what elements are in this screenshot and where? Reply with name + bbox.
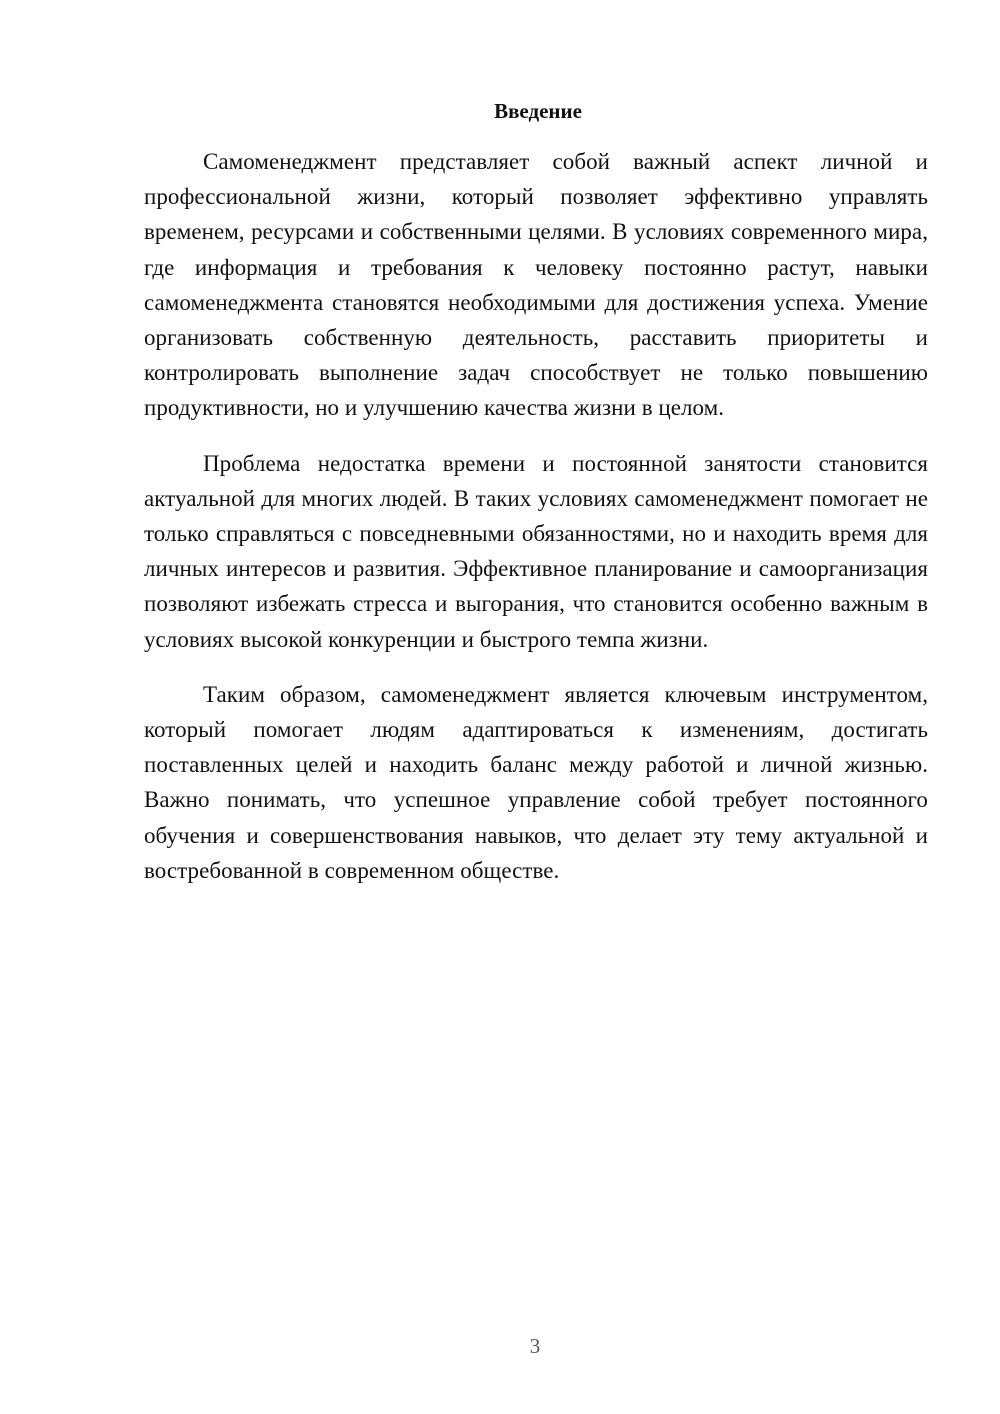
page-number: 3 [529,1334,541,1358]
paragraph-3: Таким образом, самоменеджмент является ключевым инструментом, который помогает людям адаптироваться к изменениям, достигать поставленных целей и находить баланс между работой и личной жизнью. Важно понимать, что успешное управление собой требует постоянного обучения и совершенствования навыков, что делает эту тему актуальной и востребованной в современном обществе. [144,681,928,883]
document-body [144,96,928,908]
section-heading: Введение [494,99,582,123]
paragraph-1: Самоменеджмент представляет собой важный аспект личной и профессиональной жизни, который позволяет эффективно управлять временем, ресурсами и собственными целями. В условиях современного мира, где информация и требования к человеку постоянно растут, навыки самоменеджмента становятся необходимыми для достижения успеха. Умение организовать собственную деятельность, расставить приоритеты и контролировать выполнение задач способствует не только повышению продуктивности, но и улучшению качества жизни в целом. [144,149,928,421]
paragraph-2: Проблема недостатка времени и постоянной занятости становится актуальной для многих людей. В таких условиях самоменеджмент помогает не только справляться с повседневными обязанностями, но и находить время для личных интересов и развития. Эффективное планирование и самоорганизация позволяют избежать стресса и выгорания, что становится особенно важным в условиях высокой конкуренции и быстрого темпа жизни. [144,450,928,652]
